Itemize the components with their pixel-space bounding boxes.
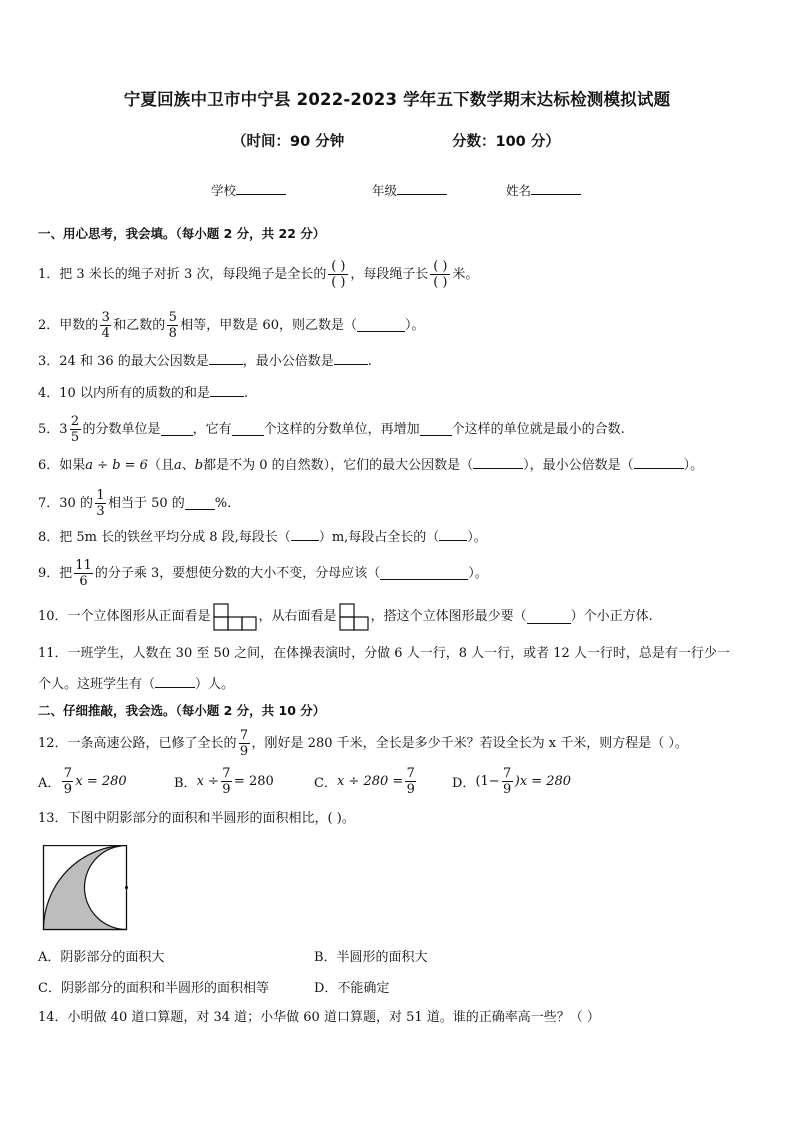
q5-blank-1[interactable]: [161, 423, 193, 436]
section1-title: 一、用心思考，我会填。（每小题 2 分，共 22 分）: [38, 226, 326, 241]
q6-text-a: 6．如果: [38, 458, 86, 473]
question-4: [38, 384, 248, 404]
q12-option-a[interactable]: [38, 766, 127, 797]
q12-option-d-fraction: $\frac{7}{9}$: [503, 766, 512, 797]
q2-answer-blank[interactable]: [357, 319, 405, 332]
q9-text-a: 9．把: [38, 565, 73, 581]
q4-text-a: 4．10 以内所有的质数的和是: [38, 386, 210, 401]
q10-text-d: ）个小正方体.: [570, 609, 653, 624]
q2-text-c: 相等，甲数是 60，则乙数是（: [180, 317, 357, 333]
q13-option-b[interactable]: B．半圆形的面积大: [314, 950, 428, 965]
school-blank: [236, 182, 286, 195]
q12-option-a-label: A．: [38, 776, 61, 791]
q13-option-a[interactable]: A．阴影部分的面积大: [38, 950, 165, 965]
q2-fraction-1: $\frac{3}{4}$: [101, 310, 110, 341]
q1-fraction-blank-1: $\frac{( )}{( )}$: [328, 259, 348, 290]
question-9: [38, 558, 488, 589]
q12-option-b-fraction: $\frac{7}{9}$: [222, 766, 231, 797]
q2-text-d: ）。: [404, 317, 425, 333]
q3-text-a: 3．24 和 36 的最大公因数是: [38, 354, 209, 369]
question-13: 13．下图中阴影部分的面积和半圆形的面积相比，( )。: [38, 811, 355, 826]
name-label: 姓名: [506, 183, 532, 198]
q10-blank[interactable]: [527, 611, 571, 624]
q8-text-b: ）m,每段占全长的（: [318, 530, 440, 545]
q2-text-b: 和乙数的: [113, 317, 166, 333]
question-11-line-1: 11．一班学生，人数在 30 至 50 之间，在体操表演时，分做 6 人一行，8 人一行，或者 12 人一行时，总是有一行少一: [38, 646, 730, 661]
q10-text-c: ，搭这个立体图形最少要（: [370, 609, 527, 624]
q6-text-d: 都是不为 0 的自然数），它们的最大公因数是（: [203, 458, 474, 473]
name-field: [506, 181, 581, 199]
q5-text-c: ，它有: [192, 421, 232, 437]
q5-text-e: 个这样的单位就是最小的合数.: [451, 421, 625, 437]
school-field: [211, 181, 286, 199]
q12-option-a-rest: x = 280: [75, 774, 127, 789]
q6-blank-2[interactable]: [634, 456, 684, 469]
q1-fraction-blank-2: $\frac{( )}{( )}$: [430, 259, 450, 290]
q4-blank[interactable]: [210, 384, 244, 397]
q6-text-c: 、: [181, 458, 195, 473]
question-12: [38, 728, 688, 759]
page-title: 宁夏回族中卫市中宁县 2022-2023 学年五下数学期末达标检测模拟试题: [123, 90, 671, 109]
q12-text-b: ，刚好是 280 千米，全长是多少千米？若设全长为 x 千米，则方程是（ ）。: [251, 735, 688, 751]
q7-text-a: 7．30 的: [38, 495, 93, 511]
q5-blank-2[interactable]: [232, 423, 264, 436]
question-10: [38, 603, 653, 631]
section2-title: 二、仔细推敲，我会选。（每小题 2 分，共 10 分）: [38, 703, 326, 718]
question-2: [38, 310, 425, 341]
q12-option-c-fraction: $\frac{7}{9}$: [406, 766, 415, 797]
q11-blank[interactable]: [155, 675, 195, 688]
q7-fraction: $\frac{1}{3}$: [96, 488, 105, 519]
q12-option-b-pre: x ÷: [196, 774, 219, 789]
q12-option-c-label: C．: [314, 776, 337, 791]
right-view-figure: [339, 603, 369, 631]
q12-option-d-label: D．: [452, 776, 476, 791]
name-blank: [531, 182, 581, 195]
q12-option-d-pre: (1−: [475, 774, 500, 789]
q13-option-d[interactable]: D．不能确定: [314, 981, 390, 996]
q3-text-b: ，最小公倍数是: [242, 354, 334, 369]
q9-fraction: $\frac{11}{6}$: [75, 558, 92, 589]
score-label: 分数：100 分）: [452, 134, 560, 150]
q9-text-c: ）。: [468, 565, 488, 581]
q4-text-b: .: [243, 386, 249, 401]
q6-var-b: b: [194, 458, 204, 473]
q13-option-c[interactable]: C．阴影部分的面积和半圆形的面积相等: [38, 981, 269, 996]
q6-text-e: ），最小公倍数是（: [523, 458, 634, 473]
q2-fraction-2: $\frac{5}{8}$: [168, 310, 177, 341]
time-label: （时间：90 分钟: [232, 134, 345, 150]
q12-option-a-fraction: $\frac{7}{9}$: [63, 766, 73, 797]
q12-option-b-rest: = 280: [233, 774, 274, 789]
q9-text-b: 的分子乘 3，要想使分数的大小不变，分母应该（: [94, 565, 381, 581]
q5-text-a: 5．3: [38, 421, 68, 437]
q6-expression: a ÷ b = 6: [85, 458, 148, 473]
q7-text-b: 相当于 50 的: [107, 495, 185, 511]
q1-text-a: 1．把 3 米长的绳子对折 3 次，每段绳子是全长的: [38, 266, 327, 282]
q8-text-c: ）。: [467, 530, 487, 545]
q10-text-b: ，从右面看是: [258, 609, 337, 624]
q8-blank-2[interactable]: [439, 528, 467, 541]
q8-blank-1[interactable]: [291, 528, 319, 541]
q13-shaded-figure: [42, 845, 132, 931]
q6-text-f: ）。: [683, 458, 704, 473]
question-11-line-2: [38, 675, 234, 695]
q11-text-b: 个人。这班学生有（: [38, 677, 156, 692]
q6-text-b: （且: [147, 458, 174, 473]
school-label: 学校: [211, 183, 237, 198]
q12-option-d[interactable]: [452, 766, 571, 797]
q12-text-a: 12．一条高速公路，已修了全长的: [38, 735, 237, 751]
question-14: 14．小明做 40 道口算题，对 34 道；小华做 60 道口算题，对 51 道。谁的正确率高一些？（ ）: [38, 1010, 600, 1025]
question-1: [38, 259, 478, 290]
q12-option-b-label: B．: [174, 776, 197, 791]
question-5: [38, 414, 625, 445]
q5-blank-3[interactable]: [420, 423, 452, 436]
grade-label: 年级: [372, 183, 398, 198]
q6-blank-1[interactable]: [473, 456, 523, 469]
q5-fraction: $\frac{2}{5}$: [70, 414, 80, 445]
q1-text-b: ，每段绳子长: [350, 266, 429, 282]
q12-option-b[interactable]: [174, 766, 274, 797]
q10-text-a: 10．一个立体图形从正面看是: [38, 609, 211, 624]
grade-field: [372, 181, 447, 199]
q3-blank-2[interactable]: [334, 352, 368, 365]
question-8: [38, 528, 487, 548]
q12-option-d-rest: )x = 280: [514, 774, 572, 789]
question-3: [38, 352, 372, 372]
q9-blank[interactable]: [380, 567, 468, 580]
grade-blank: [397, 182, 447, 195]
front-view-figure: [213, 603, 257, 631]
q6-var-a: a: [173, 458, 182, 473]
q11-text-c: ）人。: [195, 677, 235, 692]
q12-option-c[interactable]: [314, 766, 418, 797]
q1-text-c: 米。: [452, 266, 479, 282]
q5-text-b: 的分数单位是: [82, 421, 161, 437]
question-7: [38, 488, 231, 519]
q12-fraction: $\frac{7}{9}$: [239, 728, 249, 759]
question-6: [38, 456, 703, 476]
q8-text-a: 8．把 5m 长的铁丝平均分成 8 段,每段长（: [38, 530, 291, 545]
q5-text-d: 个这样的分数单位，再增加: [263, 421, 420, 437]
q3-blank-1[interactable]: [209, 352, 243, 365]
q7-blank[interactable]: [185, 497, 215, 510]
q7-text-c: %.: [214, 495, 232, 511]
q3-text-c: .: [367, 354, 372, 369]
q12-option-c-pre: x ÷ 280 =: [336, 774, 404, 789]
q2-text-a: 2．甲数的: [38, 317, 99, 333]
